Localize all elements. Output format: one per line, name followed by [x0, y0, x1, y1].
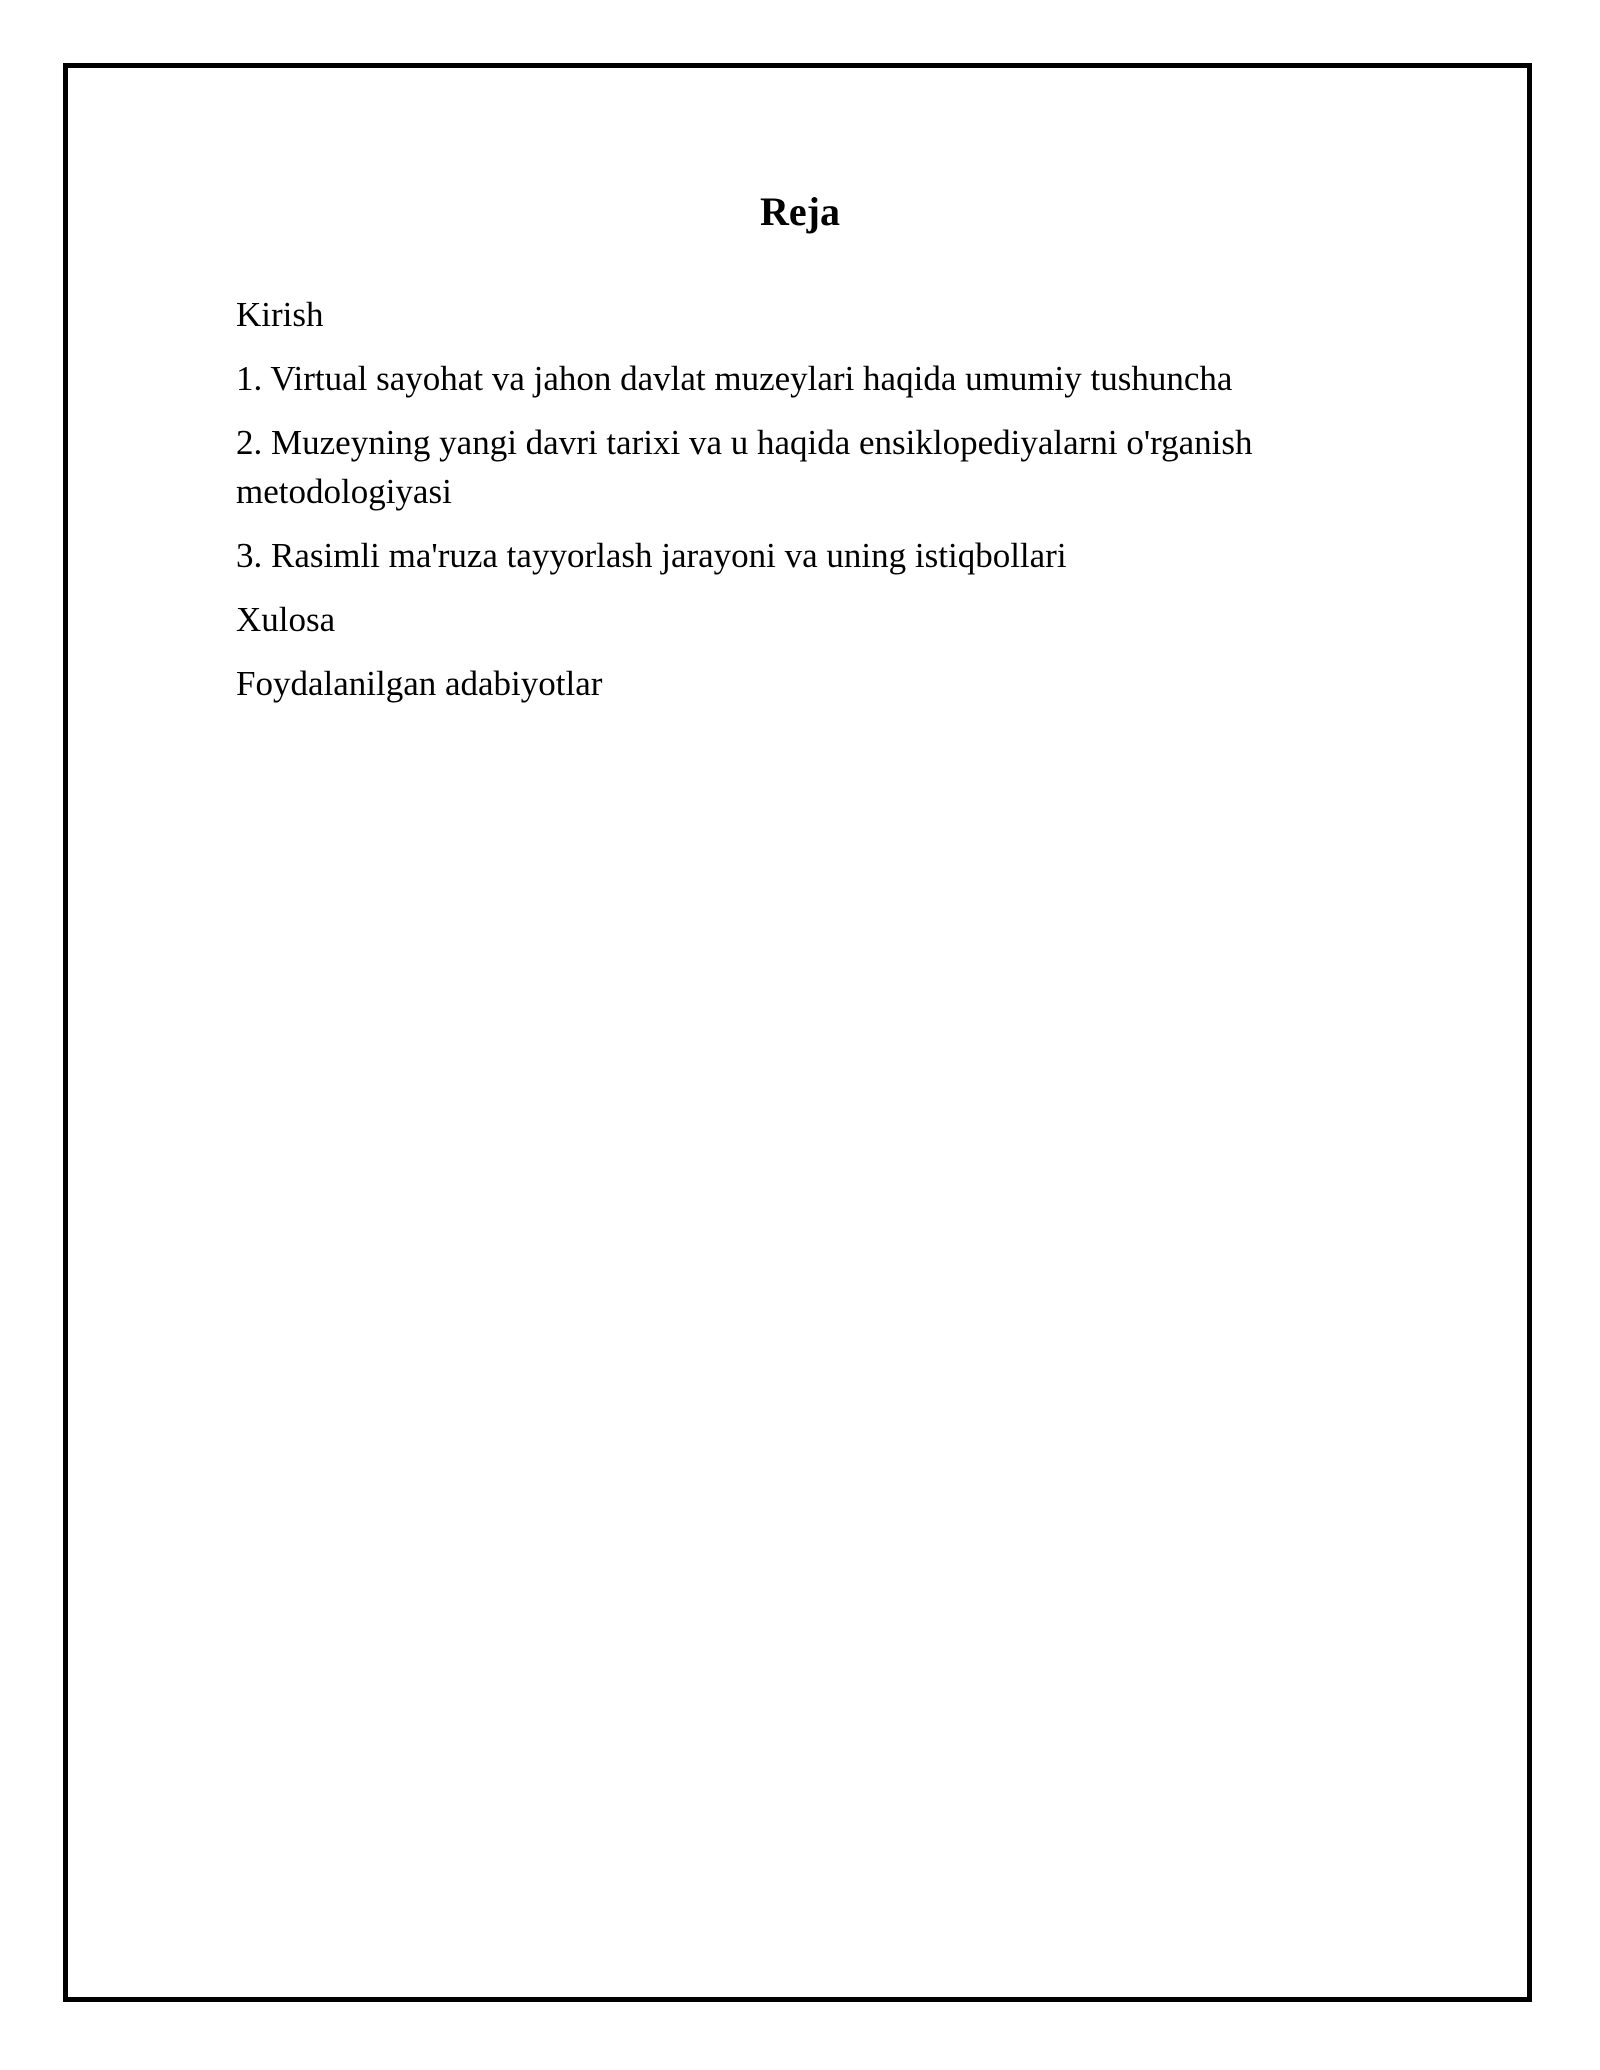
plan-item-3: 3. Rasimli ma'ruza tayyorlash jarayoni va uning istiqbollari	[236, 536, 1067, 575]
plan-item-2: 2. Muzeyning yangi davri tarixi va u haqida ensiklopediyalarni o'rganish metodologiyasi	[236, 423, 1253, 511]
plan-item-conclusion: Xulosa	[236, 600, 336, 639]
plan-list	[236, 290, 1376, 723]
plan-item-references: Foydalanilgan adabiyotlar	[236, 664, 603, 703]
page-title: Reja	[760, 189, 840, 234]
plan-item-1: 1. Virtual sayohat va jahon davlat muzeylari haqida umumiy tushuncha	[236, 359, 1233, 398]
plan-item-introduction: Kirish	[236, 295, 324, 334]
